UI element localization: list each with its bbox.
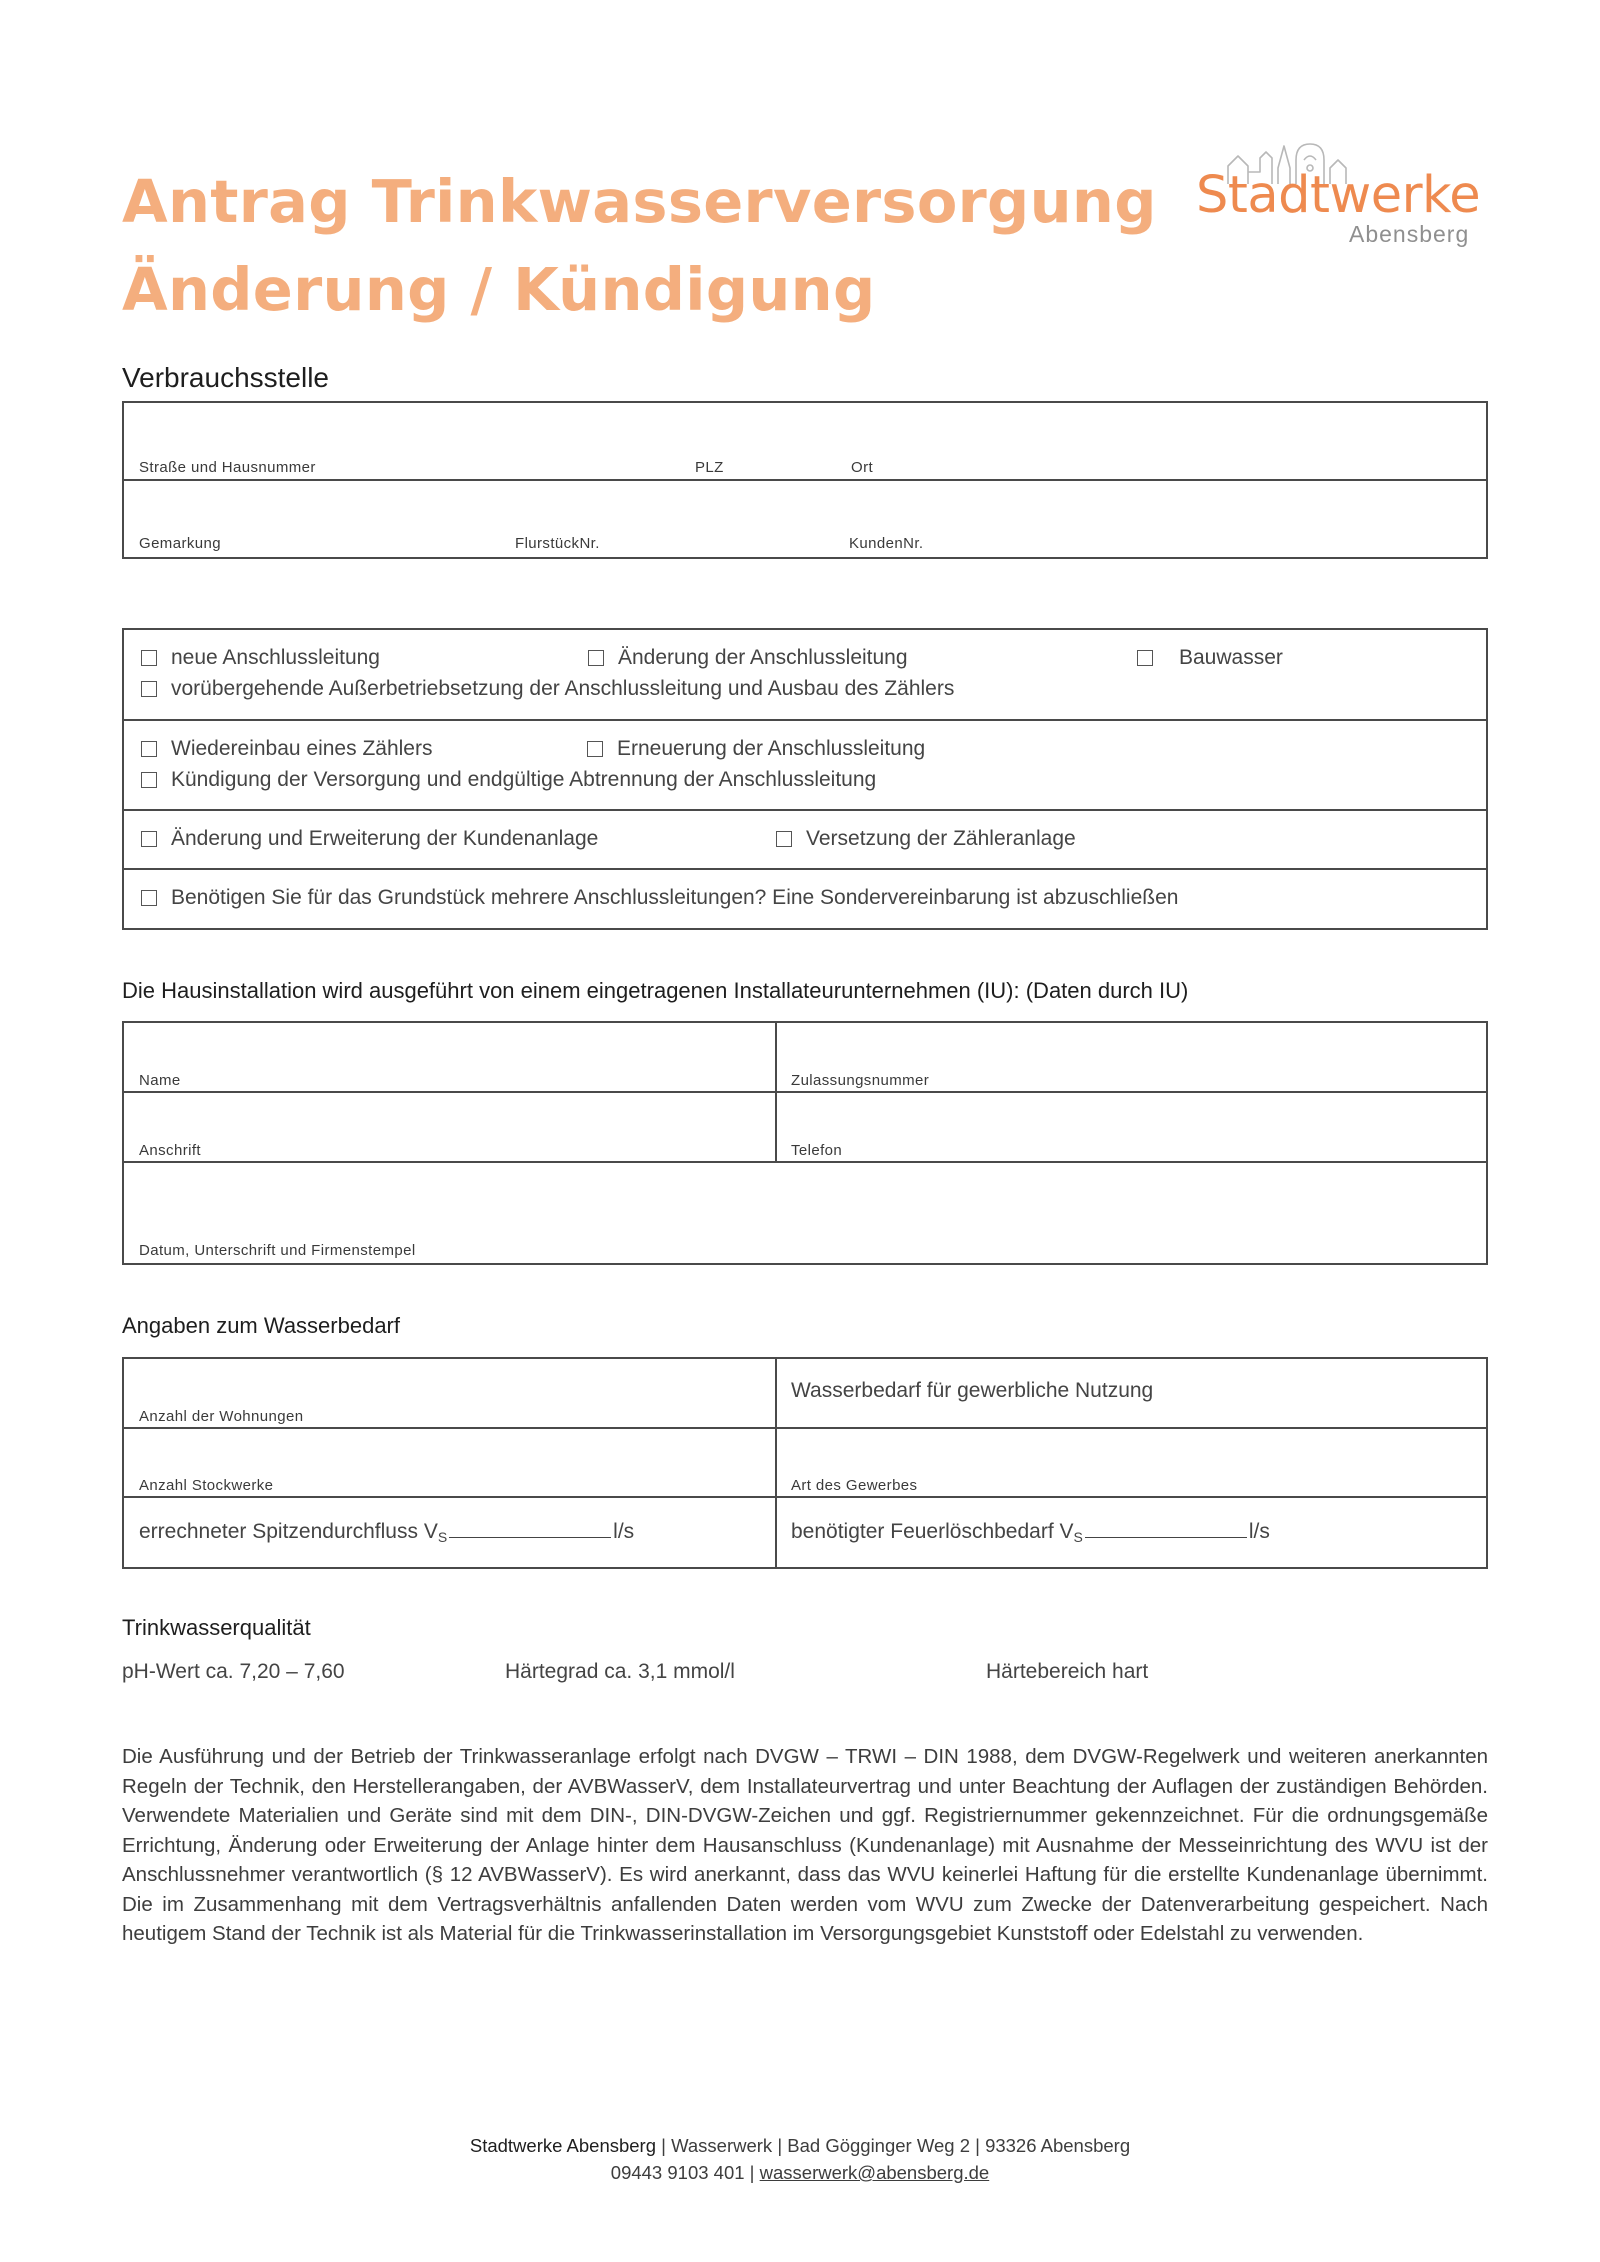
checkbox-icon[interactable] <box>141 741 157 757</box>
address-row[interactable] <box>124 403 1486 481</box>
installation-box <box>122 1021 1488 1265</box>
installer-row-1 <box>124 1023 1486 1093</box>
checkbox-icon[interactable] <box>587 741 603 757</box>
gemarkung-label: Gemarkung <box>139 535 221 552</box>
option-voruebergehende-ausserbetriebsetzung[interactable]: vorübergehende Außerbetriebsetzung der Anschlussleitung und Ausbau des Zählers <box>141 677 954 701</box>
footer-line-2 <box>0 2162 1600 2184</box>
column-divider <box>775 1359 777 1427</box>
footer-address: | Wasserwerk | Bad Gögginger Weg 2 | 93326 Abensberg <box>656 2135 1131 2156</box>
title-line-1: Antrag Trinkwasserversorgung <box>122 167 1157 236</box>
haertebereich-value: Härtebereich hart <box>986 1660 1149 1683</box>
feuerloeschbedarf-blank[interactable] <box>1085 1520 1247 1538</box>
title-line-2: Änderung / Kündigung <box>122 255 876 324</box>
signature-row[interactable] <box>124 1163 1486 1263</box>
verbrauchsstelle-box <box>122 401 1488 559</box>
options-box <box>122 628 1488 930</box>
option-kuendigung[interactable]: Kündigung der Versorgung und endgültige Abtrennung der Anschlussleitung <box>141 768 876 792</box>
checkbox-icon[interactable] <box>1137 650 1153 666</box>
installation-heading: Die Hausinstallation wird ausgeführt von einem eingetragenen Installateurunternehmen (IU): (Daten durch IU) <box>122 978 1189 1003</box>
column-divider <box>775 1093 777 1161</box>
document-title <box>122 158 1157 334</box>
options-row-1 <box>124 630 1486 721</box>
wasserbedarf-box <box>122 1357 1488 1569</box>
quality-heading: Trinkwasserqualität <box>122 1615 311 1640</box>
checkbox-icon[interactable] <box>141 681 157 697</box>
logo-wordmark: Stadtwerke <box>1196 166 1481 225</box>
column-divider <box>775 1498 777 1567</box>
plz-label: PLZ <box>695 459 724 476</box>
flurstueck-label: FlurstückNr. <box>515 535 600 552</box>
logo-subtitle: Abensberg <box>1349 221 1470 247</box>
stadtwerke-logo <box>1192 138 1480 253</box>
checkbox-icon[interactable] <box>141 890 157 906</box>
option-mehrere-anschlussleitungen[interactable]: Benötigen Sie für das Grundstück mehrere Anschlussleitungen? Eine Sondervereinbarung ist abzuschließen <box>141 886 1178 910</box>
options-row-4 <box>124 870 1486 928</box>
footer-company: Stadtwerke Abensberg <box>469 2135 657 2156</box>
option-neue-anschlussleitung[interactable]: neue Anschlussleitung <box>141 646 380 670</box>
checkbox-icon[interactable] <box>141 772 157 788</box>
street-label: Straße und Hausnummer <box>139 459 316 476</box>
wohnungen-label: Anzahl der Wohnungen <box>139 1408 304 1425</box>
verbrauchsstelle-heading: Verbrauchsstelle <box>122 362 330 393</box>
column-divider <box>775 1429 777 1496</box>
wasserbedarf-heading: Angaben zum Wasserbedarf <box>122 1313 400 1338</box>
column-divider <box>775 1023 777 1091</box>
name-label: Name <box>139 1072 181 1089</box>
art-des-gewerbes-label: Art des Gewerbes <box>791 1477 918 1494</box>
checkbox-icon[interactable] <box>141 650 157 666</box>
option-aenderung-anschlussleitung[interactable]: Änderung der Anschlussleitung <box>588 646 908 670</box>
spitzendurchfluss-field[interactable]: errechneter Spitzendurchfluss $V_S$ l/s <box>139 1520 635 1545</box>
option-wiedereinbau-zaehler[interactable]: Wiedereinbau eines Zählers <box>141 737 432 761</box>
options-row-2 <box>124 721 1486 811</box>
legal-paragraph: Die Ausführung und der Betrieb der Trinkwasseranlage erfolgt nach DVGW – TRWI – DIN 1988, dem DVGW-Regelwerk und weiteren anerkannten Regeln der Technik, den Herstellerangaben, der AVBWasserV, dem Installateurvertrag und unter Beachtung der Auflagen der zuständigen Behörden. Verwendete Materialien und Geräte sind mit dem DIN-, DIN-DVGW-Zeichen und ggf. Registriernummer gekennzeichnet. Für die ordnungsgemäße Errichtung, Änderung oder Erweiterung der Anlage hinter dem Hausanschluss (Kundenanlage) mit Ausnahme der Messeinrichtung des WVU ist der Anschlussnehmer verantwortlich (§ 12 AVBWasserV). Es wird anerkannt, dass das WVU keinerlei Haftung für die erstellte Kundenanlage übernimmt. Die im Zusammenhang mit dem Vertragsverhältnis anfallenden Daten werden vom WVU zum Zwecke der Datenverarbeitung gespeichert. Nach heutigem Stand der Technik ist als Material für die Trinkwasserinstallation im Versorgungsgebiet Kunststoff oder Edelstahl zu verwenden. <box>122 1745 1488 1945</box>
telefon-label: Telefon <box>791 1142 843 1159</box>
footer-phone: 09443 9103 401 | <box>610 2162 760 2183</box>
spitzendurchfluss-blank[interactable] <box>449 1520 611 1538</box>
demand-row-3 <box>124 1498 1486 1567</box>
checkbox-icon[interactable] <box>588 650 604 666</box>
option-aenderung-kundenanlage[interactable]: Änderung und Erweiterung der Kundenanlage <box>141 827 598 851</box>
checkbox-icon[interactable] <box>141 831 157 847</box>
demand-row-1 <box>124 1359 1486 1429</box>
option-erneuerung-anschlussleitung[interactable]: Erneuerung der Anschlussleitung <box>587 737 925 761</box>
options-row-3 <box>124 811 1486 870</box>
option-versetzung-zaehleranlage[interactable]: Versetzung der Zähleranlage <box>776 827 1076 851</box>
haertegrad-value: Härtegrad ca. 3,1 mmol/l <box>505 1660 735 1683</box>
gewerbliche-nutzung-label: Wasserbedarf für gewerbliche Nutzung <box>791 1379 1154 1402</box>
option-bauwasser[interactable]: Bauwasser <box>1137 646 1283 670</box>
stockwerke-label: Anzahl Stockwerke <box>139 1477 274 1494</box>
signature-label: Datum, Unterschrift und Firmenstempel <box>139 1242 416 1259</box>
feuerloeschbedarf-field[interactable]: benötigter Feuerlöschbedarf $V_S$ l/s <box>791 1520 1270 1545</box>
checkbox-icon[interactable] <box>776 831 792 847</box>
footer-email-link[interactable]: wasserwerk@abensberg.de <box>759 2162 990 2183</box>
anschrift-label: Anschrift <box>139 1142 201 1159</box>
installer-row-2 <box>124 1093 1486 1163</box>
parcel-row[interactable] <box>124 481 1486 557</box>
demand-row-2 <box>124 1429 1486 1498</box>
footer-line-1 <box>0 2135 1600 2157</box>
kundennr-label: KundenNr. <box>849 535 924 552</box>
ort-label: Ort <box>851 459 874 476</box>
zulassungsnummer-label: Zulassungsnummer <box>791 1072 930 1089</box>
ph-value: pH-Wert ca. 7,20 – 7,60 <box>122 1660 345 1683</box>
